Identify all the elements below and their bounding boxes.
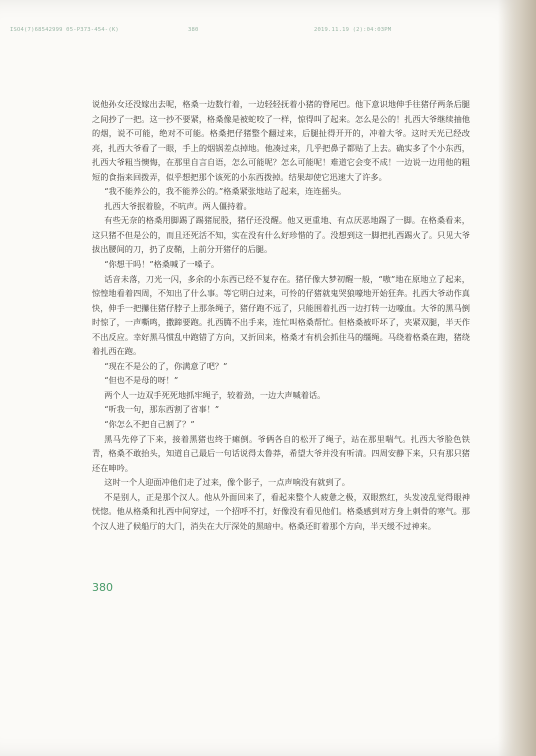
paragraph: 说他孙女还没嫁出去呢，格桑一边数行着，一边轻轻抚着小猪的脊尾巴。他下意识地伸手往猪仔两条后腿之间抄了一把。这一抄不要紧，格桑像是被蛇咬了一样，惊得叫了起来。怎么是公的！扎西大爷继续抽他的烟，说不可能，绝对不可能。格桑把仔猪整个翻过来，后腿扯得开开的，冲着大爷。这时天光已经改亮，扎西大爷看了一眼，手上的烟锅差点掉地。他凑过来，几乎把鼻子都贴了上去。确实多了个小东西，扎西大爷粗当懊悔，在那里自言自语，怎么可能呢？怎么可能呢！难道它会变不成！一边说一边用他的粗短的食指来回拨弄，似乎想把那个该死的小东西拨掉。结果却使它迅速大了许多。 — [92, 99, 470, 182]
header-page-ref: 380 — [188, 27, 199, 33]
header-job-code: ISO4(7)68542999 05-P373-454-(K) — [10, 27, 119, 33]
body-text — [92, 97, 470, 533]
paragraph: 黑马先停了下来，接着黑猪也终于瘫倒。爷俩各自的松开了绳子，站在那里喘气。扎西大爷脸色铁青，格桑不敢抬头，知道自己最后一句话说得太鲁莽，希望大爷并没有听清。四周安静下来，只有那只猪还在呻吟。 — [92, 433, 470, 473]
paragraph: 有些无奈的格桑用脚踢了踢猪屁股，猪仔还没醒。他又更重地、有点厌恶地踢了一脚。在格桑看来，这只猪不但是公的，而且还死活不知，实在没有什么好珍惜的了。没想到这一脚把扎西踢火了。只见大爷拔出腰间的刀，扔了皮鞘，上前分开猪仔的后腿。 — [92, 215, 470, 255]
paragraph: 话音未落，刀光一闪，多余的小东西已经不复存在。猪仔像大梦初醒一般，“嗷”地在原地立了起来，惊惶地看着四周，不知出了什么事。等它明白过来，可怜的仔猪就鬼哭狼嚎地开始狂奔。扎西大爷动作真快，伸手一把攥住猪仔脖子上那条绳子，猪仔跑不远了，只能围着扎西一边打转一边嚎血。大爷的黑马倒时惊了，一声嘶鸣，撒蹄要跑。扎西腾不出手来，连忙叫格桑帮忙。但格桑被吓坏了，夹紧双腿，半天作不出反应。幸好黑马惯乱中跑错了方向，又折回来，格桑才有机会抓住马的缰绳。马绕着格桑在跑，猪绕着扎西在跑。 — [92, 273, 470, 357]
paragraph: 两个人一边双手死死地抓牢绳子，较着劲，一边大声喊着话。 — [104, 389, 326, 400]
paragraph: “听我一句，那东西割了省事！” — [104, 404, 220, 415]
header-timestamp: 2019.11.19 (2):04:03PM — [314, 27, 392, 33]
paragraph: “现在不是公的了，你满意了吧？” — [104, 360, 228, 371]
paragraph: 这时一个人迎面冲他们走了过来，像个影子，一点声响没有就到了。 — [104, 477, 350, 488]
paragraph: “你想干吗！”格桑喊了一嗓子。 — [104, 259, 220, 270]
page-number: 380 — [92, 581, 113, 594]
page-edge-shadow — [498, 0, 536, 756]
paragraph: “但也不是母的呀！” — [104, 375, 179, 386]
paragraph: “你怎么不把自己割了？” — [104, 419, 195, 430]
paragraph: 扎西大爷抿着脸，不吭声。两人僵持着。 — [104, 200, 252, 211]
paragraph: “我不能养公的，我不能养公的。”格桑紧张地站了起来，连连摇头。 — [104, 186, 347, 197]
paragraph: 不是别人，正是那个汉人。他从外面回来了，看起来整个人疲惫之极，双眼熬红，头发凌乱觉得眼神恍惚。他从格桑和扎西中间穿过，一个招呼不打，好像没有看见他们。格桑感到对方身上刺骨的寒气。那个汉人进了候船厅的大门，消失在大厅深处的黑暗中。格桑还盯着那个方向，半天缓不过神来。 — [92, 491, 470, 531]
print-header — [10, 27, 480, 37]
